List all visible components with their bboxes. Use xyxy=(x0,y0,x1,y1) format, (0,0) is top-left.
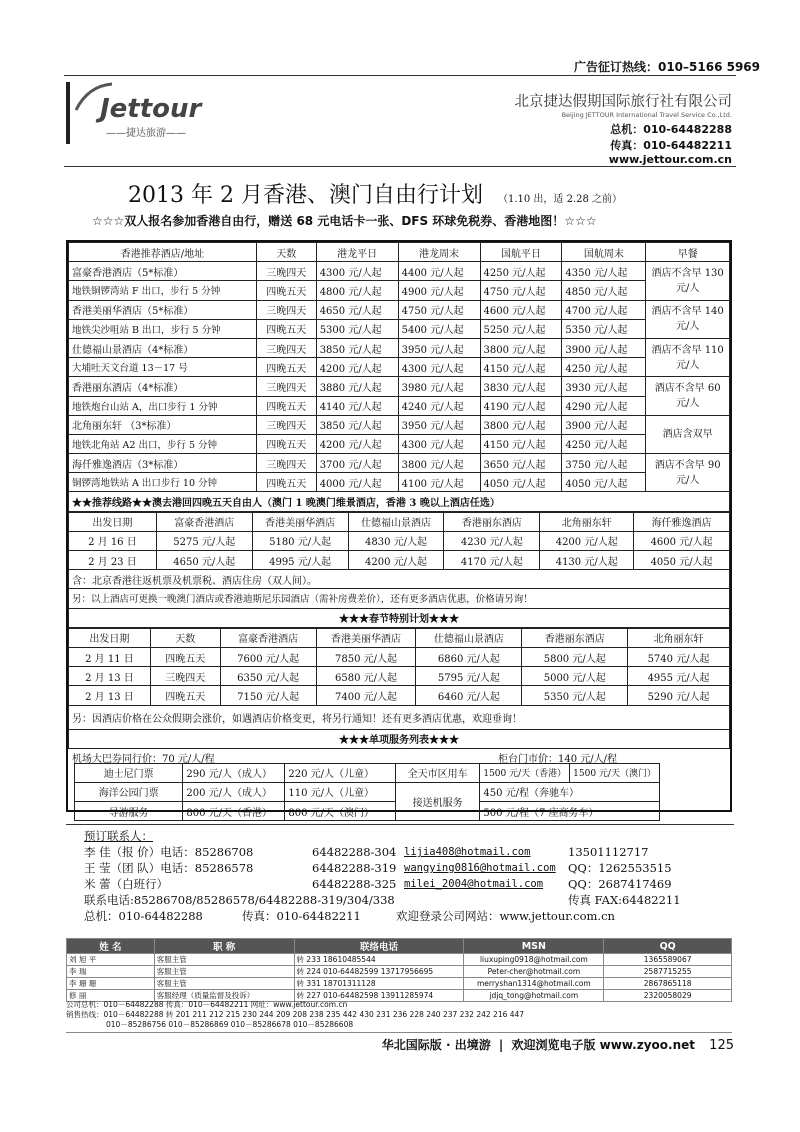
hotel-row xyxy=(69,300,730,319)
staff-msn[interactable]: jdjq_tong@hotmail.com xyxy=(464,990,604,1002)
staff-msn[interactable]: liuxuping0918@hotmail.com xyxy=(464,954,604,966)
staff-qq: 1365589067 xyxy=(604,954,732,966)
staff-qq: 2867865118 xyxy=(604,978,732,990)
city-car-hk: 1500 元/天（香港） xyxy=(480,763,570,782)
route-header xyxy=(69,512,730,531)
stay-length: 三晚四天 xyxy=(256,415,316,434)
price-cell: 4050 元/人起 xyxy=(634,551,730,570)
route-col-h1: 富豪香港酒店 xyxy=(156,512,252,531)
col-ca-weekday: 国航平日 xyxy=(480,243,562,262)
logo xyxy=(66,82,206,144)
route-note2-row xyxy=(69,589,730,608)
hotel-name: 香港丽东酒店（4*标准） xyxy=(69,377,257,396)
hotel-row xyxy=(69,262,730,281)
hotel-address: 地铁尖沙咀站 B 出口，步行 5 分钟 xyxy=(69,319,257,338)
route-table xyxy=(68,512,730,628)
festival-row xyxy=(69,686,730,705)
staff-name: 李 珊 珊 xyxy=(67,978,155,990)
staff-title: 客服主管 xyxy=(154,966,294,978)
fest-col-days: 天数 xyxy=(150,628,220,647)
price-cell: 4400 元/人起 xyxy=(398,262,480,281)
price-cell: 6580 元/人起 xyxy=(316,667,416,686)
price-cell: 4200 元/人起 xyxy=(540,531,634,550)
price-cell: 4190 元/人起 xyxy=(480,396,562,415)
contact-extra: QQ：1262553515 xyxy=(568,861,672,876)
price-cell: 3850 元/人起 xyxy=(316,338,398,357)
col-hotel: 香港推荐酒店/地址 xyxy=(69,243,257,262)
fest-col-date: 出发日期 xyxy=(69,628,151,647)
festival-title: ★★★春节特别计划★★★ xyxy=(69,608,730,627)
contact-ext: 64482288-319 xyxy=(312,861,397,876)
contact-website[interactable]: 欢迎登录公司网站：www.jettour.com.cn xyxy=(396,909,615,924)
main-box xyxy=(66,240,732,819)
price-cell: 4850 元/人起 xyxy=(562,281,646,300)
hotel-row xyxy=(69,415,730,434)
stay-length: 四晚五天 xyxy=(256,396,316,415)
date-cell: 2 月 23 日 xyxy=(69,551,157,570)
price-cell: 5400 元/人起 xyxy=(398,319,480,338)
route-table-body xyxy=(69,531,730,569)
counter-price: 柜台门市价：140 元/人/程 xyxy=(498,753,618,765)
services-table xyxy=(74,763,660,822)
contact-main-fax: 传真：010-64482211 xyxy=(242,909,361,924)
staff-col-qq: QQ xyxy=(604,939,732,954)
hotel-row xyxy=(69,358,730,377)
price-cell: 4000 元/人起 xyxy=(316,473,398,492)
fest-col-h2: 香港美丽华酒店 xyxy=(316,628,416,647)
price-cell: 3830 元/人起 xyxy=(480,377,562,396)
price-cell: 6350 元/人起 xyxy=(220,667,316,686)
price-cell: 5800 元/人起 xyxy=(522,647,628,666)
col-breakfast: 早餐 xyxy=(646,243,730,262)
price-cell: 3900 元/人起 xyxy=(562,338,646,357)
staff-col-msn: MSN xyxy=(464,939,604,954)
price-cell: 3900 元/人起 xyxy=(562,415,646,434)
stay-length: 三晚四天 xyxy=(256,377,316,396)
staff-msn[interactable]: merryshan1314@hotmail.com xyxy=(464,978,604,990)
route-col-h3: 仕德福山景酒店 xyxy=(348,512,444,531)
fest-col-h4: 香港丽东酒店 xyxy=(522,628,628,647)
company-name-en: Beijing JETTOUR International Travel Service Co.,Ltd. xyxy=(561,111,732,119)
service-row-disney xyxy=(75,763,660,782)
staff-qq: 2320058029 xyxy=(604,990,732,1002)
stay-length: 四晚五天 xyxy=(256,434,316,453)
breakfast-cell: 酒店不含早 110 元/人 xyxy=(646,338,730,376)
contact-fax: 传真 FAX:64482211 xyxy=(568,893,681,908)
staff-table xyxy=(66,938,732,1002)
hotel-address: 地铁铜锣湾站 F 出口，步行 5 分钟 xyxy=(69,281,257,300)
price-cell: 3950 元/人起 xyxy=(398,415,480,434)
price-cell: 4200 元/人起 xyxy=(316,434,398,453)
price-cell: 4600 元/人起 xyxy=(634,531,730,550)
price-cell: 4750 元/人起 xyxy=(480,281,562,300)
price-cell: 6860 元/人起 xyxy=(416,647,522,666)
staff-footer xyxy=(66,1000,732,1033)
price-cell: 四晚五天 xyxy=(150,686,220,705)
route-col-date: 出发日期 xyxy=(69,512,157,531)
festival-title-row xyxy=(69,608,730,627)
staff-foot-3: 010－85286756 010－85286869 010－85286678 010－85286608 xyxy=(106,1020,354,1029)
contact-ext: 64482288-325 xyxy=(312,877,397,892)
price-cell: 3930 元/人起 xyxy=(562,377,646,396)
hotel-name: 海仟雅逸酒店（3*标准） xyxy=(69,454,257,473)
route-title-row xyxy=(69,492,730,511)
price-cell: 4170 元/人起 xyxy=(444,551,540,570)
staff-row xyxy=(67,966,732,978)
route-col-h2: 香港美丽华酒店 xyxy=(252,512,348,531)
festival-row xyxy=(69,647,730,666)
price-cell: 5350 元/人起 xyxy=(562,319,646,338)
price-cell: 4250 元/人起 xyxy=(562,434,646,453)
hotel-address: 大埔吐天文台道 13－17 号 xyxy=(69,358,257,377)
route-row xyxy=(69,531,730,550)
price-cell: 4750 元/人起 xyxy=(398,300,480,319)
price-cell: 4830 元/人起 xyxy=(348,531,444,550)
stay-length: 三晚四天 xyxy=(256,338,316,357)
route-note1: 含：北京香港往返机票及机票税、酒店住房（双人间）。 xyxy=(69,570,730,589)
header-rule xyxy=(64,166,736,167)
airport-bus: 机场大巴券同行价：70 元/人/程 xyxy=(72,753,215,765)
price-cell: 三晚四天 xyxy=(150,667,220,686)
price-cell: 4130 元/人起 xyxy=(540,551,634,570)
staff-msn[interactable]: Peter-cher@hotmail.com xyxy=(464,966,604,978)
price-cell: 5300 元/人起 xyxy=(316,319,398,338)
price-cell: 5180 元/人起 xyxy=(252,531,348,550)
fest-col-h1: 富豪香港酒店 xyxy=(220,628,316,647)
services-title: ★★★单项服务列表★★★ xyxy=(69,729,730,748)
hotel-name: 富豪香港酒店（5*标准） xyxy=(69,262,257,281)
footer-section: 华北国际版 · 出境游 xyxy=(381,1038,491,1052)
stay-length: 四晚五天 xyxy=(256,473,316,492)
price-cell: 4650 元/人起 xyxy=(316,300,398,319)
price-cell: 4250 元/人起 xyxy=(562,358,646,377)
col-ca-weekend: 国航周末 xyxy=(562,243,646,262)
price-cell: 4300 元/人起 xyxy=(398,358,480,377)
hotel-address: 地铁炮台山站 A，出口步行 1 分钟 xyxy=(69,396,257,415)
hotel-row xyxy=(69,473,730,492)
company-web: www.jettour.com.cn xyxy=(608,153,732,166)
contact-section xyxy=(84,828,724,924)
hotel-table xyxy=(68,242,730,512)
fest-col-h5: 北角丽东轩 xyxy=(628,628,730,647)
price-cell: 4200 元/人起 xyxy=(348,551,444,570)
staff-header xyxy=(67,939,732,954)
city-car-mo: 1500 元/天（澳门） xyxy=(570,763,660,782)
logo-subtitle: ——捷达旅游—— xyxy=(106,128,186,139)
service-adult: 290 元/人（成人） xyxy=(183,763,285,782)
staff-phone: 转 331 18701311128 xyxy=(294,978,464,990)
price-cell: 5795 元/人起 xyxy=(416,667,522,686)
hotel-row xyxy=(69,377,730,396)
price-cell: 4650 元/人起 xyxy=(156,551,252,570)
footer-divider: | xyxy=(498,1038,504,1052)
price-cell: 3800 元/人起 xyxy=(398,454,480,473)
route-note1-row xyxy=(69,570,730,589)
hotel-row xyxy=(69,281,730,300)
route-col-h5: 北角丽东轩 xyxy=(540,512,634,531)
staff-title: 客服经理（质量监督及投诉） xyxy=(154,990,294,1002)
staff-title: 客服主管 xyxy=(154,978,294,990)
hotel-name: 香港美丽华酒店（5*标准） xyxy=(69,300,257,319)
contact-email[interactable]: lijia408@hotmail.com xyxy=(404,846,531,859)
price-cell: 4290 元/人起 xyxy=(562,396,646,415)
hotel-address: 铜锣湾地铁站 A 出口步行 10 分钟 xyxy=(69,473,257,492)
service-row-guide xyxy=(75,802,660,821)
festival-note-row xyxy=(69,705,730,729)
transfer-a: 450 元/程（奔驰车） xyxy=(480,782,660,801)
contact-phone-line xyxy=(84,892,724,908)
promo-line: ☆☆☆双人报名参加香港自由行，赠送 68 元电话卡一张、DFS 环球免税券、香港地图！☆☆☆ xyxy=(92,214,597,228)
hotel-name: 仕德福山景酒店（4*标准） xyxy=(69,338,257,357)
staff-phone: 转 233 18610485544 xyxy=(294,954,464,966)
price-cell: 3800 元/人起 xyxy=(480,415,562,434)
staff-qq: 2587715255 xyxy=(604,966,732,978)
price-cell: 四晚五天 xyxy=(150,647,220,666)
stay-length: 四晚五天 xyxy=(256,281,316,300)
contact-name: 王 莹（团 队）电话：85286578 xyxy=(84,861,254,876)
price-cell: 7150 元/人起 xyxy=(220,686,316,705)
page-footer xyxy=(382,1036,734,1053)
service-child: 110 元/人（儿童） xyxy=(285,782,395,801)
company-name: 北京捷达假期国际旅行社有限公司 xyxy=(514,94,732,110)
service-row-oceanpark xyxy=(75,782,660,801)
contact-email[interactable]: wangying0816@hotmail.com xyxy=(404,862,556,875)
contact-extra: 13501112717 xyxy=(568,845,649,860)
breakfast-cell: 酒店不含早 90 元/人 xyxy=(646,454,730,492)
price-cell: 5250 元/人起 xyxy=(480,319,562,338)
price-cell: 7400 元/人起 xyxy=(316,686,416,705)
breakfast-cell: 酒店不含早 140 元/人 xyxy=(646,300,730,338)
festival-note: 另：因酒店价格在公众假期会涨价，如遇酒店价格变更，将另行通知！还有更多酒店优惠，欢迎垂询！ xyxy=(69,705,730,729)
price-cell: 4200 元/人起 xyxy=(316,358,398,377)
company-block xyxy=(515,90,733,166)
title-note: （1.10 出，适 2.28 之前） xyxy=(497,194,623,205)
hotel-row xyxy=(69,434,730,453)
route-col-h4: 香港丽东酒店 xyxy=(444,512,540,531)
stay-length: 三晚四天 xyxy=(256,300,316,319)
contact-name: 米 蕾（白班行） xyxy=(84,877,169,892)
staff-name: 修 丽 xyxy=(67,990,155,1002)
price-cell: 4140 元/人起 xyxy=(316,396,398,415)
transfer-b: 500 元/程（7 座商务车） xyxy=(480,802,660,821)
stay-length: 三晚四天 xyxy=(256,454,316,473)
price-cell: 4955 元/人起 xyxy=(628,667,730,686)
route-note2: 另：以上酒店可更换一晚澳门酒店或香港迪斯尼乐园酒店（需补房费差价），还有更多酒店优惠，价格请另询！ xyxy=(69,589,730,608)
services-bus-row xyxy=(68,749,730,763)
date-cell: 2 月 11 日 xyxy=(69,647,151,666)
hotel-row xyxy=(69,319,730,338)
price-cell: 4600 元/人起 xyxy=(480,300,562,319)
hotel-table-body xyxy=(69,262,730,492)
price-cell: 4300 元/人起 xyxy=(398,434,480,453)
staff-phone: 转 224 010-64482599 13717956695 xyxy=(294,966,464,978)
hotel-row xyxy=(69,454,730,473)
hotel-name: 北角丽东轩 （3*标准） xyxy=(69,415,257,434)
staff-name: 李 瑞 xyxy=(67,966,155,978)
route-col-h6: 海仟雅逸酒店 xyxy=(634,512,730,531)
service-adult: 800 元/天（香港） xyxy=(183,802,285,821)
contact-row xyxy=(84,844,724,860)
price-cell: 5350 元/人起 xyxy=(522,686,628,705)
price-cell: 4995 元/人起 xyxy=(252,551,348,570)
contact-ext: 64482288-304 xyxy=(312,845,397,860)
festival-table-body xyxy=(69,647,730,705)
price-cell: 3850 元/人起 xyxy=(316,415,398,434)
route-row xyxy=(69,551,730,570)
price-cell: 4050 元/人起 xyxy=(562,473,646,492)
staff-foot-2: 销售热线：010－64482288 转 201 211 212 215 230 244 209 208 238 235 442 430 231 236 228 240 237 232 242 216 447 xyxy=(66,1010,525,1019)
price-cell: 5275 元/人起 xyxy=(156,531,252,550)
price-cell: 4230 元/人起 xyxy=(444,531,540,550)
company-phone: 总机：010-64482288 xyxy=(610,123,732,136)
service-label: 海洋公园门票 xyxy=(75,782,183,801)
staff-row xyxy=(67,954,732,966)
company-fax: 传真：010-64482211 xyxy=(610,139,732,152)
price-cell: 3980 元/人起 xyxy=(398,377,480,396)
staff-phone: 转 227 010-64482598 13911285974 xyxy=(294,990,464,1002)
breakfast-cell: 酒店不含早 130 元/人 xyxy=(646,262,730,300)
stay-length: 四晚五天 xyxy=(256,319,316,338)
footer-site[interactable]: 欢迎浏览电子版 www.zyoo.net xyxy=(511,1038,695,1052)
staff-title: 客服主管 xyxy=(154,954,294,966)
page-title-text: 2013 年 2 月香港、澳门自由行计划 xyxy=(128,183,483,208)
price-cell: 6460 元/人起 xyxy=(416,686,522,705)
price-cell: 4100 元/人起 xyxy=(398,473,480,492)
fest-col-h3: 仕德福山景酒店 xyxy=(416,628,522,647)
price-cell: 4300 元/人起 xyxy=(316,262,398,281)
festival-row xyxy=(69,667,730,686)
price-cell: 4350 元/人起 xyxy=(562,262,646,281)
stay-length: 四晚五天 xyxy=(256,358,316,377)
staff-name: 刘 旭 平 xyxy=(67,954,155,966)
festival-header xyxy=(69,628,730,647)
service-label: 导游服务 xyxy=(75,802,183,821)
contact-top-rule xyxy=(66,824,734,825)
col-days: 天数 xyxy=(256,243,316,262)
contact-main-line xyxy=(84,908,724,924)
price-cell: 4150 元/人起 xyxy=(480,358,562,377)
price-cell: 4900 元/人起 xyxy=(398,281,480,300)
festival-table xyxy=(68,628,730,749)
route-title: ★★推荐线路★★澳去港回四晚五天自由人（澳门 1 晚澳门维景酒店，香港 3 晚以上酒店任选） xyxy=(69,492,730,511)
date-cell: 2 月 16 日 xyxy=(69,531,157,550)
contact-email[interactable]: milei_2004@hotmail.com xyxy=(404,878,544,891)
staff-foot-1: 公司总机：010－64482288 传真：010－64482211 网址：www.jettour.com.cn xyxy=(66,1000,348,1009)
service-child: 220 元/人（儿童） xyxy=(285,763,395,782)
staff-row xyxy=(67,978,732,990)
date-cell: 2 月 13 日 xyxy=(69,667,151,686)
staff-col-phone: 联络电话 xyxy=(294,939,464,954)
breakfast-cell: 酒店不含早 60 元/人 xyxy=(646,377,730,415)
price-cell: 4150 元/人起 xyxy=(480,434,562,453)
col-kl-weekend: 港龙周末 xyxy=(398,243,480,262)
service-child: 800 元/天（澳门） xyxy=(285,802,395,821)
hotel-row xyxy=(69,396,730,415)
stay-length: 三晚四天 xyxy=(256,262,316,281)
breakfast-cell: 酒店含双早 xyxy=(646,415,730,453)
price-cell: 5290 元/人起 xyxy=(628,686,730,705)
price-cell: 7600 元/人起 xyxy=(220,647,316,666)
transfer-label: 接送机服务 xyxy=(395,782,480,820)
logo-text: Jettour xyxy=(100,94,202,124)
service-adult: 200 元/人（成人） xyxy=(183,782,285,801)
contact-title: 预订联系人： xyxy=(84,829,153,843)
contact-row xyxy=(84,876,724,892)
price-cell: 5000 元/人起 xyxy=(522,667,628,686)
price-cell: 7850 元/人起 xyxy=(316,647,416,666)
price-cell: 4250 元/人起 xyxy=(480,262,562,281)
page-title xyxy=(128,178,622,209)
price-cell: 3880 元/人起 xyxy=(316,377,398,396)
date-cell: 2 月 13 日 xyxy=(69,686,151,705)
hotel-table-header xyxy=(69,243,730,262)
price-cell: 3950 元/人起 xyxy=(398,338,480,357)
hotel-row xyxy=(69,338,730,357)
staff-table-body xyxy=(67,954,732,1002)
contact-extra: QQ：2687417469 xyxy=(568,877,672,892)
top-rule xyxy=(64,75,736,76)
page-number: 125 xyxy=(709,1038,734,1053)
city-car-label: 全天市区用车 xyxy=(395,763,480,782)
price-cell: 3800 元/人起 xyxy=(480,338,562,357)
contact-main: 总机：010-64482288 xyxy=(84,909,203,924)
price-cell: 4800 元/人起 xyxy=(316,281,398,300)
price-cell: 3650 元/人起 xyxy=(480,454,562,473)
price-cell: 3700 元/人起 xyxy=(316,454,398,473)
ad-hotline: 广告征订热线：010–5166 5969 xyxy=(573,60,760,74)
col-kl-weekday: 港龙平日 xyxy=(316,243,398,262)
contact-name: 李 佳（报 价）电话：85286708 xyxy=(84,845,254,860)
services-title-row xyxy=(69,729,730,748)
price-cell: 4700 元/人起 xyxy=(562,300,646,319)
price-cell: 3750 元/人起 xyxy=(562,454,646,473)
price-cell: 4240 元/人起 xyxy=(398,396,480,415)
staff-col-name: 姓 名 xyxy=(67,939,155,954)
contact-phones: 联系电话:85286708/85286578/64482288-319/304/338 xyxy=(84,893,395,908)
service-label: 迪士尼门票 xyxy=(75,763,183,782)
contact-row xyxy=(84,860,724,876)
price-cell: 5740 元/人起 xyxy=(628,647,730,666)
hotel-address: 地铁北角站 A2 出口，步行 5 分钟 xyxy=(69,434,257,453)
staff-col-title: 职 称 xyxy=(154,939,294,954)
price-cell: 4050 元/人起 xyxy=(480,473,562,492)
